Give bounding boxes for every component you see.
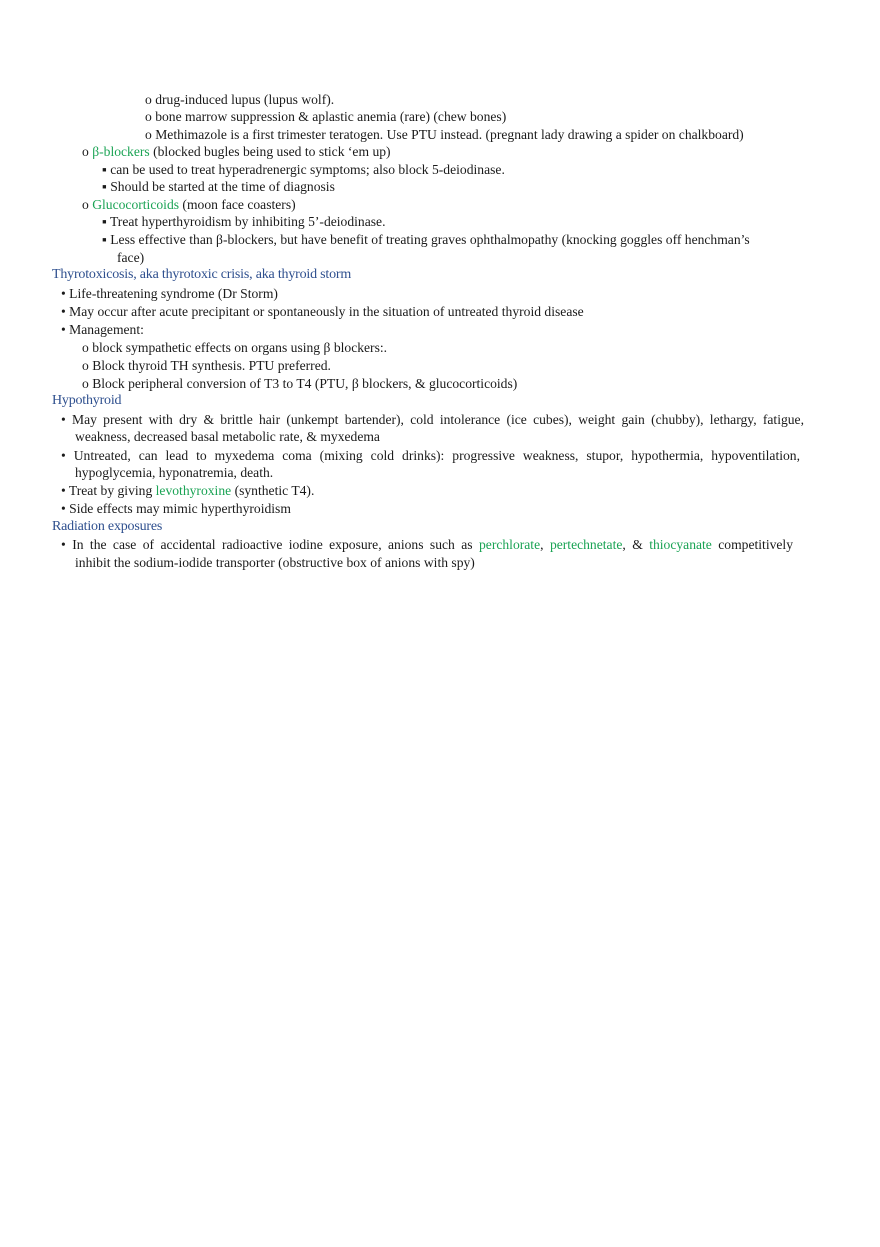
hypothyroid-coma-text: Untreated, can lead to myxedema coma (mixing cold drinks): progressive weakness, stupor, hypothermia, hypoventilation,	[73, 448, 800, 463]
bullet-marker: •	[61, 322, 66, 337]
glucocorticoids-point	[102, 213, 385, 231]
hypothyroid-coma-continued: hypoglycemia, hyponatremia, death.	[75, 465, 274, 480]
management-item-text: Block thyroid TH synthesis. PTU preferred.	[92, 358, 331, 373]
beta-blockers-point-text: Should be started at the time of diagnosis	[110, 179, 335, 194]
thyrotoxicosis-bullet	[61, 285, 278, 303]
thyrotoxicosis-bullet-text: May occur after acute precipitant or spontaneously in the situation of untreated thyroid disease	[69, 304, 584, 319]
beta-blockers-mnemonic: (blocked bugles being used to stick ‘em up)	[149, 144, 391, 159]
radiation-text-prefix: In the case of accidental radioactive iodine exposure, anions such as	[72, 537, 479, 552]
sub-marker: o	[82, 340, 89, 355]
section-heading-radiation: Radiation exposures	[52, 519, 163, 534]
hypothyroid-side-effects	[61, 500, 291, 518]
sub-marker: o	[145, 92, 152, 107]
separator: ,	[540, 537, 550, 552]
bullet-marker: •	[61, 448, 66, 463]
sub-marker: o	[82, 144, 89, 159]
thyrotoxicosis-bullet	[61, 321, 144, 339]
thyrotoxicosis-bullet-text: Life-threatening syndrome (Dr Storm)	[69, 286, 278, 301]
beta-blockers-item	[82, 143, 391, 161]
square-marker: ▪	[102, 162, 107, 177]
hypothyroid-presentation	[61, 411, 804, 429]
sub-marker: o	[82, 376, 89, 391]
glucocorticoids-point-text: Treat hyperthyroidism by inhibiting 5’-deiodinase.	[109, 214, 386, 229]
bullet-marker: •	[61, 412, 66, 427]
radiation-bullet	[61, 536, 793, 554]
beta-blockers-point	[102, 178, 335, 196]
thyrotoxicosis-bullet	[61, 303, 584, 321]
square-marker: ▪	[102, 214, 107, 229]
levothyroxine-term: levothyroxine	[155, 483, 232, 498]
square-marker: ▪	[102, 179, 107, 194]
thyrotoxicosis-bullet-text: Management:	[69, 322, 144, 337]
sub-marker: o	[145, 109, 152, 124]
square-marker: ▪	[102, 232, 107, 247]
adverse-effect-text: Methimazole is a first trimester teratogen. Use PTU instead. (pregnant lady drawing a spider on chalkboard)	[155, 127, 744, 142]
management-item-text: block sympathetic effects on organs using β blockers:.	[92, 340, 388, 355]
hypothyroid-treatment-prefix: Treat by giving	[68, 483, 156, 498]
bullet-marker: •	[61, 501, 66, 516]
sub-marker: o	[82, 358, 89, 373]
adverse-effect-lupus	[145, 91, 334, 109]
adverse-effect-methimazole	[145, 126, 744, 144]
bullet-marker: •	[61, 483, 66, 498]
hypothyroid-presentation-continued: weakness, decreased basal metabolic rate, & myxedema	[75, 429, 380, 444]
hypothyroid-treatment	[61, 482, 314, 500]
radiation-bullet-continued: inhibit the sodium-iodide transporter (obstructive box of anions with spy)	[75, 555, 475, 570]
adverse-effect-marrow	[145, 108, 506, 126]
beta-blockers-point-text: can be used to treat hyperadrenergic symptoms; also block 5-deiodinase.	[110, 162, 505, 177]
separator: , &	[622, 537, 650, 552]
beta-blockers-point	[102, 161, 505, 179]
management-item	[82, 375, 517, 393]
management-item	[82, 357, 331, 375]
adverse-effect-text: drug-induced lupus (lupus wolf).	[155, 92, 335, 107]
section-heading-hypothyroid: Hypothyroid	[52, 393, 122, 408]
bullet-marker: •	[61, 286, 66, 301]
sub-marker: o	[145, 127, 152, 142]
pertechnetate-term: pertechnetate	[549, 537, 623, 552]
glucocorticoids-term: Glucocorticoids	[92, 197, 180, 212]
bullet-marker: •	[61, 304, 66, 319]
glucocorticoids-item	[82, 196, 296, 214]
bullet-marker: •	[61, 537, 66, 552]
sub-marker: o	[82, 197, 89, 212]
hypothyroid-treatment-suffix: (synthetic T4).	[231, 483, 315, 498]
hypothyroid-coma	[61, 447, 800, 465]
radiation-text-suffix: competitively	[711, 537, 793, 552]
section-heading-thyrotoxicosis: Thyrotoxicosis, aka thyrotoxic crisis, aka thyroid storm	[52, 267, 352, 282]
glucocorticoids-point-text: Less effective than β-blockers, but have benefit of treating graves ophthalmopathy (knocking goggles off henchman’s	[110, 232, 750, 247]
perchlorate-term: perchlorate	[478, 537, 541, 552]
hypothyroid-presentation-text: May present with dry & brittle hair (unkempt bartender), cold intolerance (ice cubes), weight gain (chubby), lethargy, fatigue,	[72, 412, 804, 427]
management-item-text: Block peripheral conversion of T3 to T4 (PTU, β blockers, & glucocorticoids)	[92, 376, 518, 391]
glucocorticoids-mnemonic: (moon face coasters)	[179, 197, 296, 212]
adverse-effect-text: bone marrow suppression & aplastic anemia (rare) (chew bones)	[155, 109, 507, 124]
thiocyanate-term: thiocyanate	[649, 537, 712, 552]
hypothyroid-side-effects-text: Side effects may mimic hyperthyroidism	[69, 501, 291, 516]
management-item	[82, 339, 387, 357]
glucocorticoids-point	[102, 231, 750, 249]
glucocorticoids-point-continued: face)	[117, 250, 145, 265]
beta-blockers-term: β-blockers	[92, 144, 150, 159]
